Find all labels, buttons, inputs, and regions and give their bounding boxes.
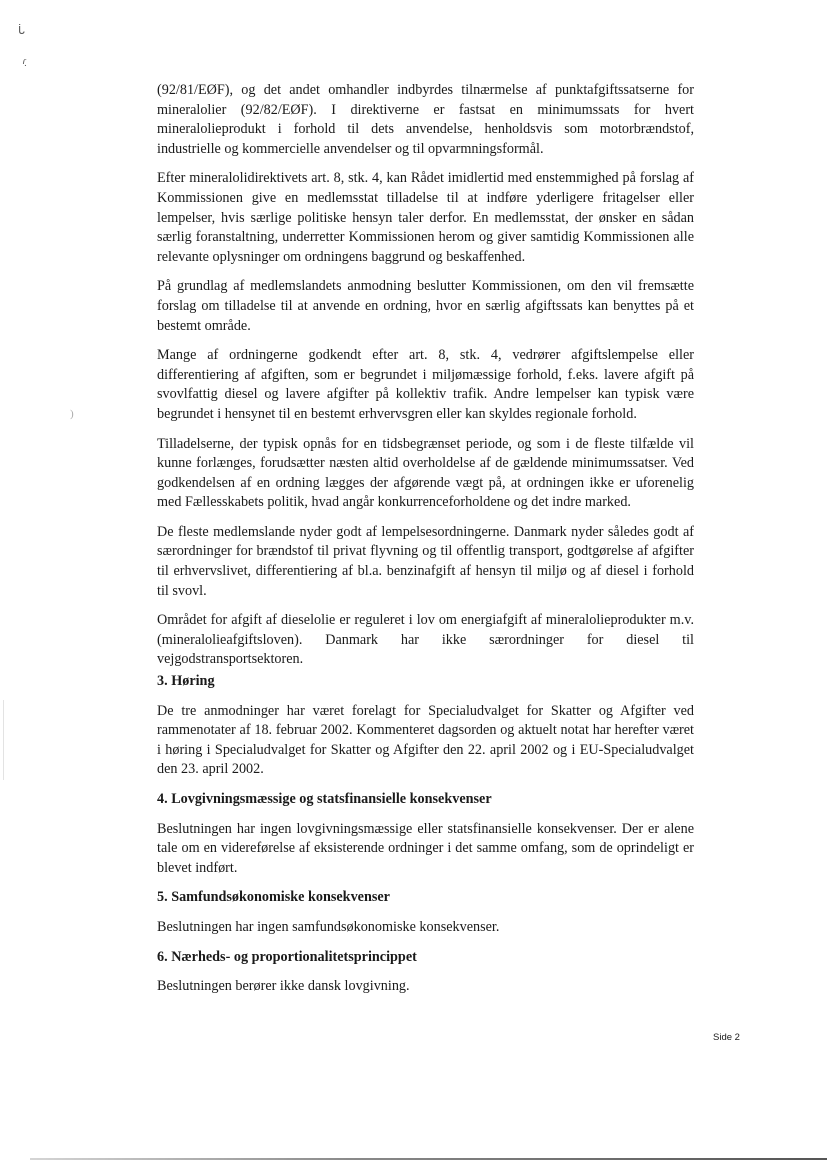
scan-mark: ᒑ bbox=[18, 25, 25, 37]
paragraph: Tilladelserne, der typisk opnås for en tidsbegrænset periode, og som i de fleste tilfælde vil kunne forlænges, forudsætter næsten altid overholdelse af de gældende minimumssatser. Ved godkendelsen af en ordning lægges der afgørende vægt på, at ordningen ikke er uforenelig med Fællesskabets politik, hvad angår konkurrenceforholdene og det indre marked. bbox=[157, 435, 694, 511]
section-heading-lovgivning: 4. Lovgivningsmæssige og statsfinansielle konsekvenser bbox=[157, 791, 492, 807]
scan-mark: ɾ̣ bbox=[22, 55, 26, 67]
scan-artifact-line bbox=[3, 700, 4, 780]
paragraph: På grundlag af medlemslandets anmodning beslutter Kommissionen, om den vil fremsætte forslag om tilladelse til at anvende en ordning, hvor en særlig afgiftssats kan benyttes på et bestemt område. bbox=[157, 278, 694, 334]
page-number: Side 2 bbox=[713, 1032, 740, 1043]
section-text: Beslutningen har ingen lovgivningsmæssige eller statsfinansielle konsekvenser. Der er alene tale om en videreførelse af eksisterende ordninger i det samme omfang, som de oprindeligt er blevet indført. bbox=[157, 820, 694, 876]
document-body bbox=[157, 81, 694, 1007]
scan-mark: ) bbox=[70, 408, 74, 420]
section-text: De tre anmodninger har været forelagt for Specialudvalget for Skatter og Afgifter ved rammenotater af 18. februar 2002. Kommenteret dagsorden og aktuelt notat har herefter været i høring i Specialudvalget for Skatter og Afgifter den 22. april 2002 og i EU-Specialudvalget den 23. april 2002. bbox=[157, 702, 694, 778]
section-heading-hoering: 3. Høring bbox=[157, 673, 215, 690]
section-heading-naerhed: 6. Nærheds- og proportionalitetsprincippet bbox=[157, 948, 417, 965]
paragraph: (92/81/EØF), og det andet omhandler indbyrdes tilnærmelse af punktafgiftssatserne for mineralolier (92/82/EØF). I direktiverne er fastsat en minimumssats for hvert mineralolieprodukt i forhold til dets anvendelse, henholdsvis som motorbrændstof, industrielle og kommercielle anvendelser og til opvarmningsformål. bbox=[157, 82, 694, 157]
paragraph: Området for afgift af dieselolie er reguleret i lov om energiafgift af mineralolieprodukter m.v. (mineralolieafgiftsloven). Danmark har ikke særordninger for diesel til vejgodstransportsektoren. bbox=[157, 612, 694, 668]
paragraph: Efter mineralolidirektivets art. 8, stk. 4, kan Rådet imidlertid med enstemmighed på forslag af Kommissionen give en medlemsstat tilladelse til at indføre yderligere fritagelser eller lempelser, hvis særlige politiske hensyn taler derfor. En medlemsstat, der ønsker en sådan særlig foranstaltning, underretter Kommissionen herom og giver samtidig Kommissionen alle relevante oplysninger om ordningens baggrund og beskaffenhed. bbox=[157, 170, 694, 265]
scan-bottom-edge bbox=[30, 1158, 827, 1160]
section-heading-samfundsoekonomi: 5. Samfundsøkonomiske konsekvenser bbox=[157, 889, 390, 906]
paragraph: Mange af ordningerne godkendt efter art. 8, stk. 4, vedrører afgiftslempelse eller differentiering af afgiften, som er begrundet i miljømæssige forhold, f.eks. lavere afgift på svovlfattig diesel og lavere afgifter på kollektiv trafik. Andre lempelser kan typisk være begrundet i hensynet til en bestemt erhvervsgren eller kan skyldes regionale forhold. bbox=[157, 347, 694, 422]
section-text: Beslutningen berører ikke dansk lovgivning. bbox=[157, 978, 410, 995]
section-text: Beslutningen har ingen samfundsøkonomiske konsekvenser. bbox=[157, 918, 500, 935]
paragraph: De fleste medlemslande nyder godt af lempelsesordningerne. Danmark nyder således godt af særordninger for brændstof til privat flyvning og til offentlig transport, godtgørelse af afgifter til erhvervslivet, differentiering af bl.a. benzinafgift af hensyn til miljø og af diesel i forhold til svovl. bbox=[157, 523, 694, 599]
